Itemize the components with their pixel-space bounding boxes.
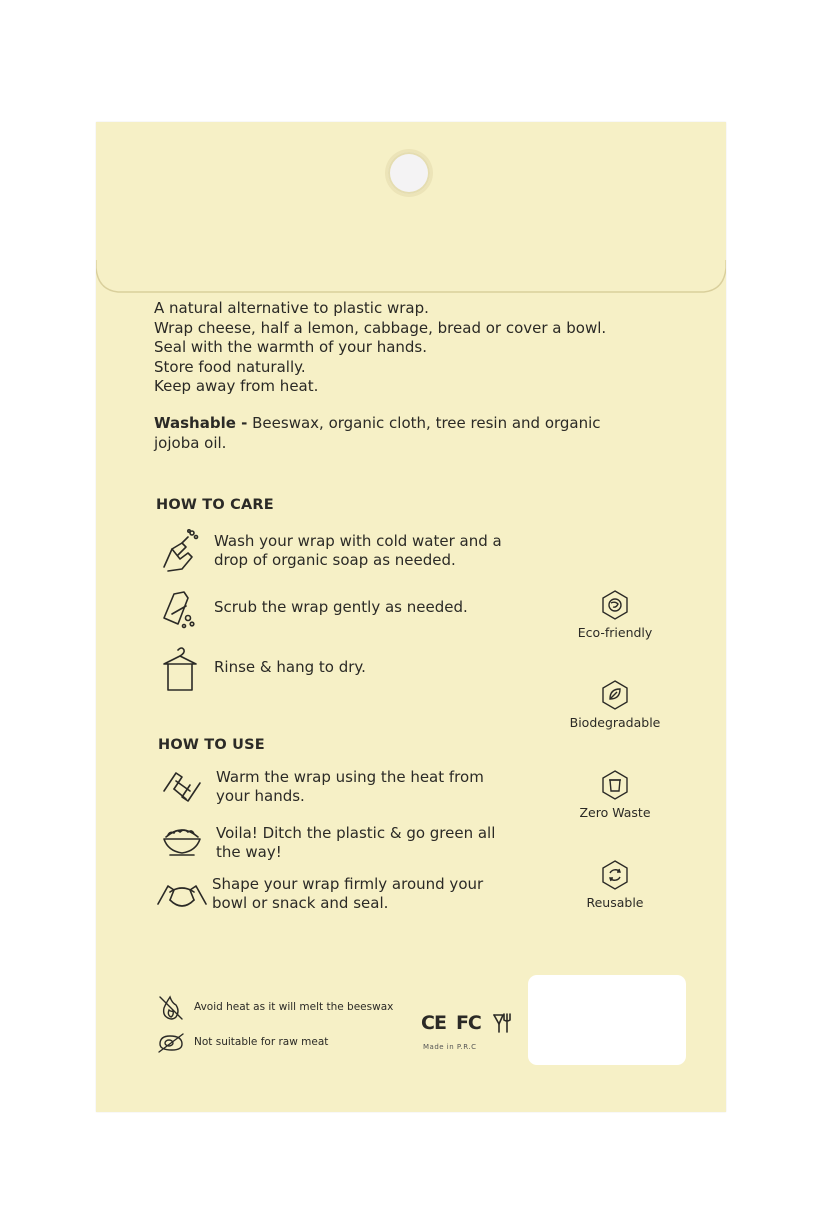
intro-text: [154, 299, 606, 397]
washable-ingredients: Beeswax, organic cloth, tree resin and organic jojoba oil.: [154, 414, 601, 452]
shape-hands-icon: [156, 870, 208, 918]
white-label-box: [528, 975, 686, 1065]
eco-icon: [600, 589, 630, 621]
bowl-icon: [160, 819, 204, 867]
hand-wash-icon: [158, 527, 202, 575]
scrub-icon: [158, 584, 202, 632]
how-to-use-title: HOW TO USE: [158, 737, 265, 753]
intro-line: Store food naturally.: [154, 357, 306, 376]
use-step-text: Warm the wrap using the heat from your hands.: [216, 767, 484, 805]
ce-mark: CE: [421, 1012, 446, 1034]
warm-hands-icon: [160, 763, 204, 811]
made-in-text: Made in P.R.C: [423, 1043, 477, 1051]
intro-line: Wrap cheese, half a lemon, cabbage, bread or cover a bowl.: [154, 318, 607, 337]
zero-waste-icon: [600, 769, 630, 801]
care-step-text: Rinse & hang to dry.: [214, 658, 366, 677]
no-meat-icon: [156, 1028, 186, 1056]
intro-line: Keep away from heat.: [154, 377, 319, 396]
certification-marks: [421, 1012, 513, 1034]
food-safe-icon: [491, 1012, 513, 1034]
care-step: [158, 584, 504, 632]
warning-raw-meat: [156, 1028, 328, 1056]
badge-biodegradable: [555, 679, 675, 730]
warning-heat: [156, 993, 393, 1021]
badge-zero-waste: [555, 769, 675, 820]
warning-text: Avoid heat as it will melt the beeswax: [194, 1001, 394, 1013]
use-step: [160, 819, 506, 867]
how-to-care-title: HOW TO CARE: [156, 497, 274, 513]
intro-line: Seal with the warmth of your hands.: [154, 338, 428, 357]
washable-text: [154, 413, 604, 453]
care-step: [158, 527, 504, 575]
use-step: [160, 763, 506, 811]
biodegradable-icon: [600, 679, 630, 711]
use-step-text: Voila! Ditch the plastic & go green all the way!: [216, 823, 496, 861]
badge-label: Zero Waste: [579, 805, 651, 820]
use-step: [156, 870, 502, 918]
badge-label: Eco-friendly: [577, 625, 653, 640]
fc-mark: FC: [455, 1012, 481, 1034]
hang-hole: [388, 152, 430, 194]
badge-label: Reusable: [586, 895, 644, 910]
badge-eco-friendly: [555, 589, 675, 640]
care-step-text: Scrub the wrap gently as needed.: [214, 598, 468, 617]
badge-label: Biodegradable: [569, 715, 661, 730]
reusable-icon: [600, 859, 630, 891]
flame-icon: [156, 993, 186, 1021]
warning-text: Not suitable for raw meat: [194, 1036, 329, 1048]
product-package-back: [96, 122, 726, 1112]
badge-reusable: [555, 859, 675, 910]
hanger-icon: [158, 644, 202, 692]
use-step-text: Shape your wrap firmly around your bowl or snack and seal.: [212, 874, 484, 912]
care-step-text: Wash your wrap with cold water and a drop of organic soap as needed.: [214, 531, 502, 569]
intro-line: A natural alternative to plastic wrap.: [154, 299, 429, 317]
washable-label: Washable -: [154, 414, 248, 432]
care-step: [158, 644, 504, 692]
